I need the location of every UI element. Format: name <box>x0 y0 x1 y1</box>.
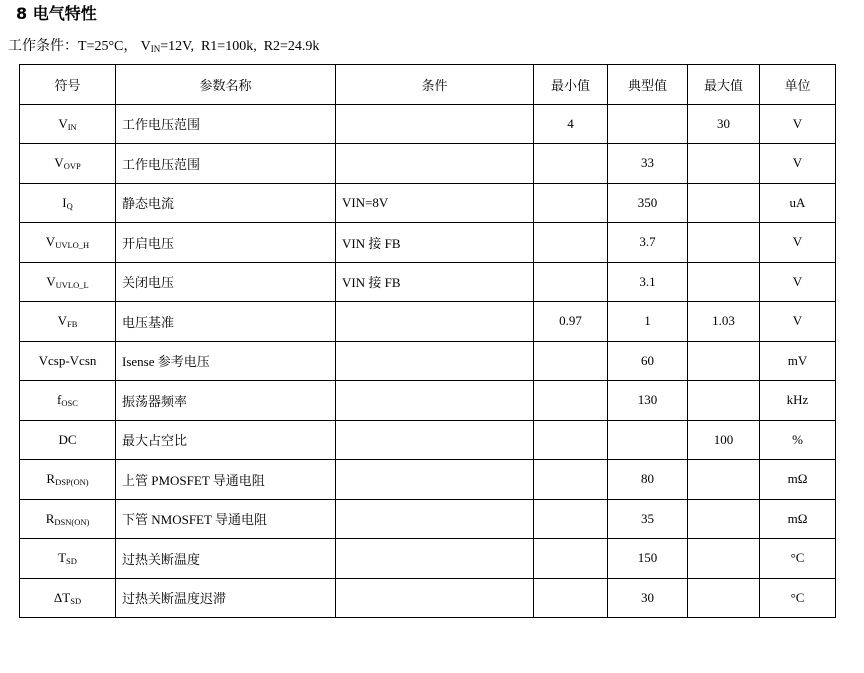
cell-typ: 30 <box>608 578 688 618</box>
table-row <box>20 381 836 421</box>
cell-unit: uA <box>760 183 836 223</box>
cell-condition <box>336 381 534 421</box>
cell-condition <box>336 460 534 500</box>
cell-min <box>534 420 608 460</box>
cell-parameter-name: 最大占空比 <box>116 420 336 460</box>
cell-parameter-name: Isense 参考电压 <box>116 341 336 381</box>
condition-temperature: T=25°C， <box>78 39 138 54</box>
cell-parameter-name: 静态电流 <box>116 183 336 223</box>
cell-parameter-name: 开启电压 <box>116 223 336 263</box>
condition-r1: R1=100k, <box>200 39 257 54</box>
header-parameter-name: 参数名称 <box>116 65 336 105</box>
cell-typ: 150 <box>608 539 688 579</box>
cell-max <box>688 262 760 302</box>
cell-min <box>534 144 608 184</box>
cell-symbol: RDSN(ON) <box>20 499 116 539</box>
cell-symbol: Vcsp-Vcsn <box>20 341 116 381</box>
cell-condition: VIN 接 FB <box>336 262 534 302</box>
cell-condition <box>336 104 534 144</box>
header-typ: 典型值 <box>608 65 688 105</box>
cell-condition <box>336 578 534 618</box>
cell-symbol: IQ <box>20 183 116 223</box>
table-row <box>20 223 836 263</box>
cell-max <box>688 499 760 539</box>
cell-symbol: DC <box>20 420 116 460</box>
cell-typ: 60 <box>608 341 688 381</box>
cell-typ: 3.7 <box>608 223 688 263</box>
cell-typ: 33 <box>608 144 688 184</box>
cell-typ: 1 <box>608 302 688 342</box>
cell-unit: °C <box>760 539 836 579</box>
cell-max: 100 <box>688 420 760 460</box>
cell-min <box>534 183 608 223</box>
operating-conditions <box>8 38 319 58</box>
table-row <box>20 341 836 381</box>
cell-symbol: VIN <box>20 104 116 144</box>
cell-symbol: RDSP(ON) <box>20 460 116 500</box>
cell-min <box>534 262 608 302</box>
cell-max <box>688 223 760 263</box>
cell-symbol: TSD <box>20 539 116 579</box>
table-row <box>20 578 836 618</box>
cell-typ <box>608 104 688 144</box>
cell-unit: V <box>760 104 836 144</box>
cell-min: 4 <box>534 104 608 144</box>
electrical-characteristics-table <box>19 64 836 618</box>
cell-max <box>688 381 760 421</box>
table-row <box>20 262 836 302</box>
cell-unit: °C <box>760 578 836 618</box>
cell-parameter-name: 电压基准 <box>116 302 336 342</box>
cell-min <box>534 341 608 381</box>
cell-condition <box>336 302 534 342</box>
table-row <box>20 539 836 579</box>
condition-vin: $V_{IN}=12V$, <box>140 39 194 54</box>
cell-parameter-name: 过热关断温度 <box>116 539 336 579</box>
header-max: 最大值 <box>688 65 760 105</box>
cell-condition: VIN 接 FB <box>336 223 534 263</box>
cell-unit: mΩ <box>760 499 836 539</box>
cell-unit: kHz <box>760 381 836 421</box>
cell-condition <box>336 420 534 460</box>
table-row <box>20 104 836 144</box>
cell-min <box>534 381 608 421</box>
cell-parameter-name: 工作电压范围 <box>116 144 336 184</box>
cell-min <box>534 499 608 539</box>
cell-typ: 35 <box>608 499 688 539</box>
cell-condition: VIN=8V <box>336 183 534 223</box>
cell-unit: V <box>760 262 836 302</box>
cell-min <box>534 460 608 500</box>
cell-unit: V <box>760 144 836 184</box>
cell-parameter-name: 下管 NMOSFET 导通电阻 <box>116 499 336 539</box>
header-condition: 条件 <box>336 65 534 105</box>
cell-unit: V <box>760 223 836 263</box>
cell-symbol: fOSC <box>20 381 116 421</box>
cell-max: 1.03 <box>688 302 760 342</box>
cell-condition <box>336 539 534 579</box>
cell-symbol: VOVP <box>20 144 116 184</box>
table-row <box>20 460 836 500</box>
cell-max <box>688 578 760 618</box>
cell-unit: % <box>760 420 836 460</box>
cell-typ: 3.1 <box>608 262 688 302</box>
cell-unit: mΩ <box>760 460 836 500</box>
conditions-label: 工作条件： <box>8 39 78 54</box>
cell-symbol: VUVLO_L <box>20 262 116 302</box>
section-title: 8 电气特性 <box>16 4 97 23</box>
cell-symbol: ΔTSD <box>20 578 116 618</box>
table-row <box>20 183 836 223</box>
cell-symbol: VFB <box>20 302 116 342</box>
cell-min <box>534 578 608 618</box>
cell-condition <box>336 144 534 184</box>
header-symbol: 符号 <box>20 65 116 105</box>
table-row <box>20 144 836 184</box>
cell-min <box>534 539 608 579</box>
cell-max <box>688 341 760 381</box>
cell-parameter-name: 上管 PMOSFET 导通电阻 <box>116 460 336 500</box>
cell-typ: 130 <box>608 381 688 421</box>
cell-max <box>688 144 760 184</box>
cell-max: 30 <box>688 104 760 144</box>
table-row <box>20 302 836 342</box>
cell-max <box>688 460 760 500</box>
header-unit: 单位 <box>760 65 836 105</box>
table-row <box>20 420 836 460</box>
cell-typ <box>608 420 688 460</box>
header-min: 最小值 <box>534 65 608 105</box>
cell-condition <box>336 341 534 381</box>
cell-min <box>534 223 608 263</box>
cell-condition <box>336 499 534 539</box>
cell-typ: 350 <box>608 183 688 223</box>
cell-max <box>688 183 760 223</box>
cell-unit: mV <box>760 341 836 381</box>
table-header-row <box>20 65 836 105</box>
cell-typ: 80 <box>608 460 688 500</box>
cell-parameter-name: 工作电压范围 <box>116 104 336 144</box>
cell-parameter-name: 过热关断温度迟滞 <box>116 578 336 618</box>
cell-parameter-name: 振荡器频率 <box>116 381 336 421</box>
cell-parameter-name: 关闭电压 <box>116 262 336 302</box>
table-row <box>20 499 836 539</box>
cell-symbol: VUVLO_H <box>20 223 116 263</box>
condition-r2: R2=24.9k <box>263 39 320 54</box>
cell-max <box>688 539 760 579</box>
cell-min: 0.97 <box>534 302 608 342</box>
cell-unit: V <box>760 302 836 342</box>
